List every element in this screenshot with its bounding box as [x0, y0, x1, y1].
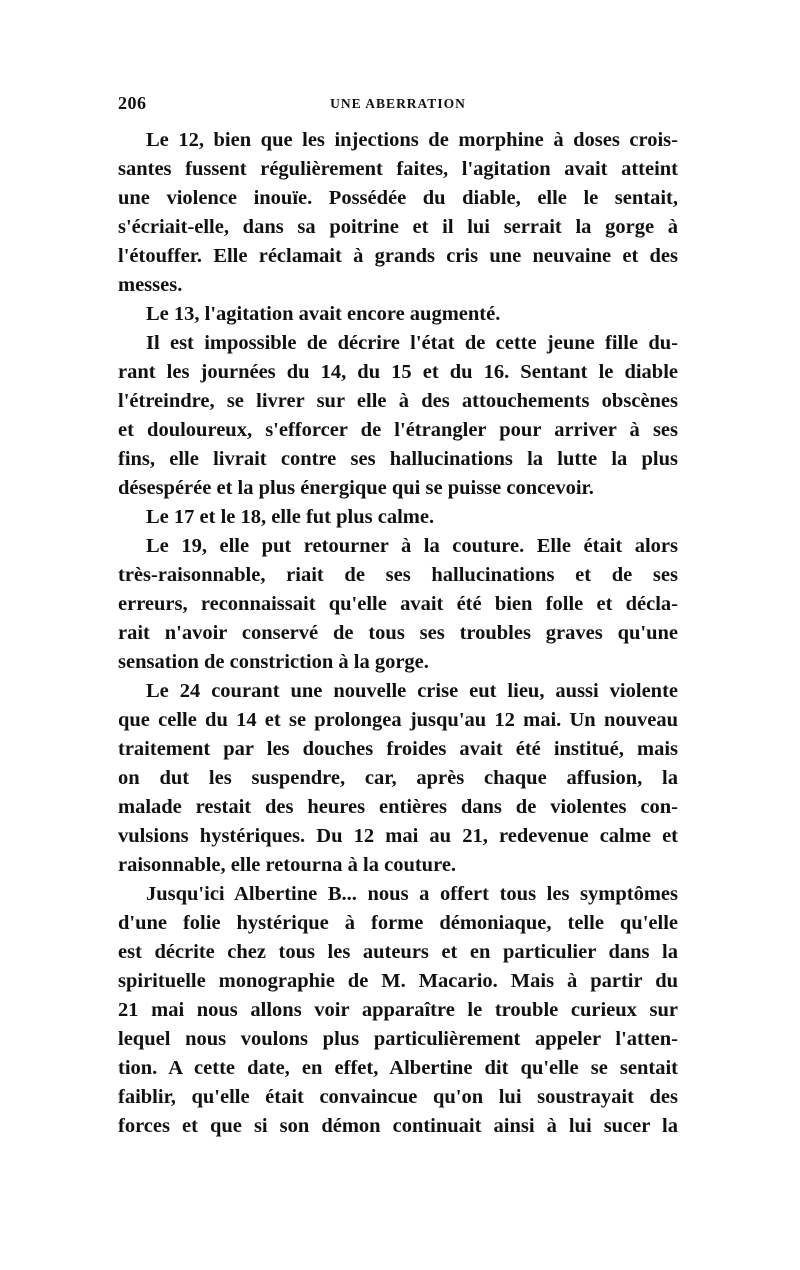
text-line: que celle du 14 et se prolongea jusqu'au 12 mai. Un nouveau — [118, 709, 678, 731]
text-line: très-raisonnable, riait de ses hallucinations et de ses — [118, 564, 678, 586]
text-line: s'écriait-elle, dans sa poitrine et il lui serrait la gorge à — [118, 216, 678, 238]
text-line: et douloureux, s'efforcer de l'étrangler pour arriver à ses — [118, 419, 678, 441]
page-number: 206 — [118, 93, 147, 113]
text-line: Le 19, elle put retourner à la couture. Elle était alors — [146, 535, 678, 557]
text-line: vulsions hystériques. Du 12 mai au 21, redevenue calme et — [118, 825, 678, 847]
text-line: Le 24 courant une nouvelle crise eut lieu, aussi violente — [146, 680, 678, 702]
text-line: Jusqu'ici Albertine B... nous a offert tous les symptômes — [146, 883, 678, 905]
text-line: faiblir, qu'elle était convaincue qu'on lui soustrayait des — [118, 1086, 678, 1108]
text-line: fins, elle livrait contre ses hallucinations la lutte la plus — [118, 448, 678, 470]
text-line: raisonnable, elle retourna à la couture. — [118, 854, 457, 876]
text-line: Le 13, l'agitation avait encore augmenté. — [146, 303, 501, 325]
text-line: l'étreindre, se livrer sur elle à des attouchements obscènes — [118, 390, 678, 412]
text-line: rant les journées du 14, du 15 et du 16. Sentant le diable — [118, 361, 678, 383]
page-header — [118, 93, 678, 117]
text-line: malade restait des heures entières dans de violentes con- — [118, 796, 678, 818]
text-line: erreurs, reconnaissait qu'elle avait été bien folle et décla- — [118, 593, 678, 615]
text-line: sensation de constriction à la gorge. — [118, 651, 429, 673]
text-line: on dut les suspendre, car, après chaque affusion, la — [118, 767, 678, 789]
text-line: est décrite chez tous les auteurs et en particulier dans la — [118, 941, 678, 963]
text-line: traitement par les douches froides avait été institué, mais — [118, 738, 678, 760]
text-line: l'étouffer. Elle réclamait à grands cris une neuvaine et des — [118, 245, 678, 267]
text-line: une violence inouïe. Possédée du diable, elle le sentait, — [118, 187, 678, 209]
text-line: forces et que si son démon continuait ainsi à lui sucer la — [118, 1115, 678, 1137]
text-line: 21 mai nous allons voir apparaître le trouble curieux sur — [118, 999, 678, 1021]
text-line: santes fussent régulièrement faites, l'agitation avait atteint — [118, 158, 678, 180]
text-line: Le 12, bien que les injections de morphine à doses crois- — [146, 129, 678, 151]
running-title: UNE ABERRATION — [330, 96, 466, 111]
text-line: spirituelle monographie de M. Macario. Mais à partir du — [118, 970, 678, 992]
text-line: tion. A cette date, en effet, Albertine dit qu'elle se sentait — [118, 1057, 678, 1079]
text-line: Il est impossible de décrire l'état de cette jeune fille du- — [146, 332, 678, 354]
text-line: messes. — [118, 274, 183, 296]
text-line: lequel nous voulons plus particulièrement appeler l'atten- — [118, 1028, 678, 1050]
text-line: rait n'avoir conservé de tous ses troubles graves qu'une — [118, 622, 678, 644]
text-line: désespérée et la plus énergique qui se puisse concevoir. — [118, 477, 594, 499]
text-line: Le 17 et le 18, elle fut plus calme. — [146, 506, 435, 528]
text-line: d'une folie hystérique à forme démoniaque, telle qu'elle — [118, 912, 678, 934]
